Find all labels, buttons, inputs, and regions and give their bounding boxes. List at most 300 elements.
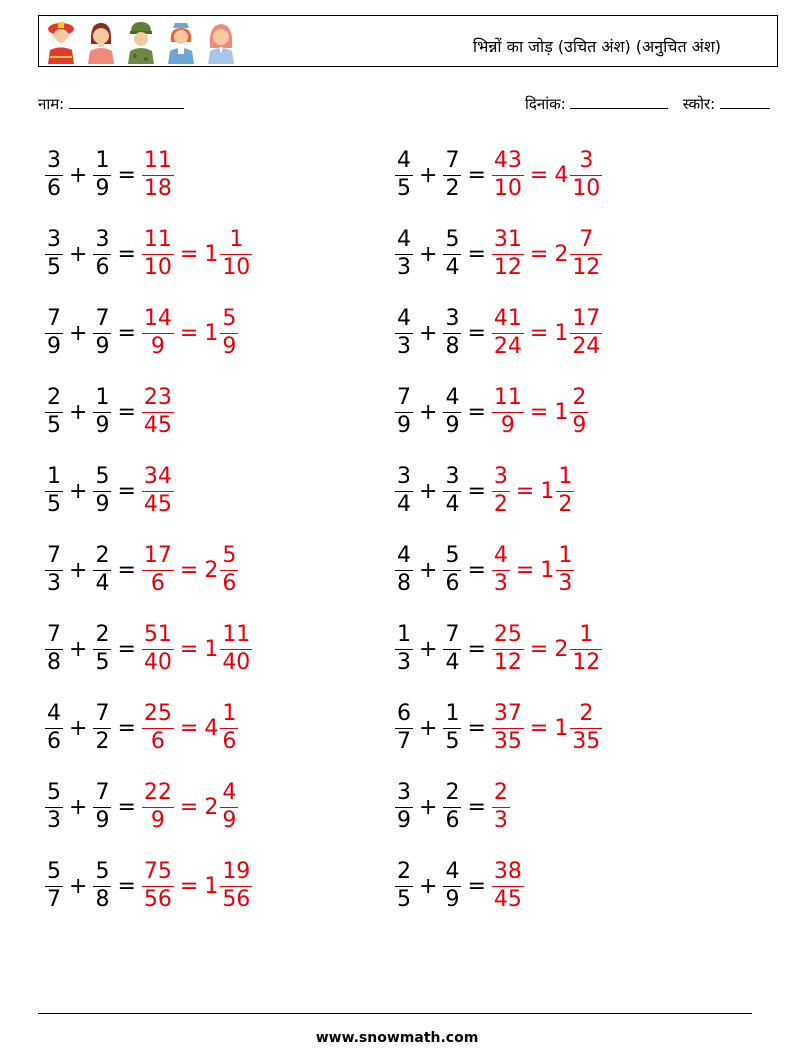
- equals-sign: =: [179, 715, 199, 741]
- plus-sign: +: [69, 794, 88, 820]
- addend-fraction: [395, 229, 413, 279]
- answer-fraction: [492, 861, 524, 911]
- plus-sign: +: [69, 636, 88, 662]
- problem-item: [395, 698, 602, 758]
- numerator: 11: [222, 622, 251, 647]
- addend-fraction: [93, 387, 111, 437]
- addend-fraction: [395, 387, 413, 437]
- answer-fraction: [492, 624, 524, 674]
- plus-sign: +: [419, 873, 438, 899]
- denominator: 12: [572, 650, 601, 675]
- name-field: [38, 94, 184, 114]
- denominator: 4: [445, 492, 460, 517]
- numerator: 5: [445, 543, 460, 568]
- denominator: 9: [572, 413, 587, 438]
- plus-sign: +: [69, 162, 88, 188]
- numerator: 75: [143, 859, 172, 884]
- mixed-fraction: [570, 387, 588, 437]
- addend-fraction: [45, 387, 63, 437]
- numerator: 1: [229, 227, 244, 252]
- answer: [492, 387, 588, 437]
- numerator: 2: [397, 859, 411, 884]
- denominator: 9: [95, 492, 110, 517]
- footer-url: www.snowmath.com: [315, 1030, 479, 1046]
- numerator: 3: [397, 464, 411, 489]
- addend-fraction: [93, 861, 111, 911]
- worksheet-title: भिन्नों का जोड़ (उचित अंश) (अनुचित अंश): [472, 37, 721, 56]
- denominator: 56: [222, 887, 251, 912]
- score-label: स्कोर:: [682, 95, 716, 113]
- addend-fraction: [45, 466, 63, 516]
- denominator: 3: [493, 571, 508, 596]
- denominator: 45: [493, 887, 522, 912]
- plus-sign: +: [69, 873, 88, 899]
- equals-sign: =: [529, 162, 549, 188]
- denominator: 7: [397, 729, 411, 754]
- numerator: 7: [445, 622, 460, 647]
- mixed-fraction: [220, 624, 252, 674]
- mixed-fraction: [220, 545, 238, 595]
- answer-fraction: [142, 466, 174, 516]
- equals-sign: =: [467, 241, 486, 267]
- office-worker-avatar-icon: [205, 20, 237, 64]
- numerator: 2: [493, 780, 508, 805]
- answer-fraction: [142, 387, 174, 437]
- denominator: 12: [493, 255, 522, 280]
- denominator: 9: [95, 334, 110, 359]
- answer: [142, 150, 174, 200]
- equals-sign: =: [529, 320, 549, 346]
- numerator: 4: [47, 701, 61, 726]
- mixed-fraction: [220, 703, 238, 753]
- answer: [142, 229, 252, 279]
- equals-sign: =: [467, 399, 486, 425]
- mixed-whole: 2: [204, 794, 219, 820]
- denominator: 3: [397, 255, 411, 280]
- numerator: 1: [445, 701, 460, 726]
- denominator: 9: [397, 413, 411, 438]
- numerator: 7: [579, 227, 594, 252]
- date-score-fields: [525, 94, 770, 114]
- numerator: 43: [493, 148, 522, 173]
- plus-sign: +: [419, 794, 438, 820]
- mixed-whole: 1: [540, 557, 555, 583]
- denominator: 8: [445, 334, 460, 359]
- answer: [142, 861, 252, 911]
- equals-sign: =: [179, 241, 199, 267]
- addend-fraction: [395, 466, 413, 516]
- mixed-fraction: [570, 150, 602, 200]
- plus-sign: +: [69, 320, 88, 346]
- equals-sign: =: [117, 399, 136, 425]
- addend-fraction: [443, 703, 461, 753]
- denominator: 6: [445, 808, 460, 833]
- numerator: 7: [397, 385, 411, 410]
- answer-fraction: [492, 782, 510, 832]
- equals-sign: =: [117, 241, 136, 267]
- plus-sign: +: [419, 162, 438, 188]
- equals-sign: =: [179, 320, 199, 346]
- numerator: 6: [397, 701, 411, 726]
- numerator: 22: [143, 780, 172, 805]
- denominator: 2: [445, 176, 460, 201]
- denominator: 3: [47, 808, 61, 833]
- problem-item: [45, 856, 252, 916]
- mixed-whole: 4: [204, 715, 219, 741]
- mixed-fraction: [220, 229, 252, 279]
- numerator: 7: [47, 543, 61, 568]
- denominator: 4: [397, 492, 411, 517]
- answer: [492, 466, 574, 516]
- numerator: 25: [143, 701, 172, 726]
- answer-fraction: [142, 703, 174, 753]
- addend-fraction: [443, 545, 461, 595]
- numerator: 51: [143, 622, 172, 647]
- denominator: 4: [95, 571, 110, 596]
- mixed-whole: 4: [554, 162, 569, 188]
- denominator: 9: [95, 808, 110, 833]
- mixed-whole: 1: [204, 636, 219, 662]
- denominator: 5: [47, 413, 61, 438]
- denominator: 8: [47, 650, 61, 675]
- numerator: 4: [445, 859, 460, 884]
- equals-sign: =: [117, 478, 136, 504]
- numerator: 25: [493, 622, 522, 647]
- answer: [492, 308, 602, 358]
- mixed-whole: 2: [554, 636, 569, 662]
- numerator: 4: [397, 227, 411, 252]
- numerator: 5: [445, 227, 460, 252]
- plus-sign: +: [69, 715, 88, 741]
- denominator: 24: [493, 334, 522, 359]
- problem-item: [395, 619, 602, 679]
- equals-sign: =: [529, 636, 549, 662]
- addend-fraction: [93, 150, 111, 200]
- addend-fraction: [443, 150, 461, 200]
- denominator: 2: [493, 492, 508, 517]
- equals-sign: =: [515, 478, 535, 504]
- denominator: 9: [445, 413, 460, 438]
- numerator: 1: [579, 622, 594, 647]
- mixed-fraction: [220, 782, 238, 832]
- denominator: 6: [222, 571, 237, 596]
- addend-fraction: [45, 150, 63, 200]
- mixed-whole: 1: [540, 478, 555, 504]
- nurse-avatar-icon: [165, 20, 197, 64]
- plus-sign: +: [69, 478, 88, 504]
- denominator: 6: [47, 176, 61, 201]
- denominator: 6: [445, 571, 460, 596]
- denominator: 5: [95, 650, 110, 675]
- plus-sign: +: [69, 399, 88, 425]
- addend-fraction: [443, 229, 461, 279]
- answer-fraction: [492, 466, 510, 516]
- answer: [142, 703, 238, 753]
- denominator: 2: [95, 729, 110, 754]
- numerator: 3: [95, 227, 110, 252]
- problem-item: [45, 698, 238, 758]
- name-line: [69, 94, 184, 109]
- answer-fraction: [142, 150, 174, 200]
- equals-sign: =: [467, 320, 486, 346]
- numerator: 5: [95, 464, 110, 489]
- numerator: 38: [493, 859, 522, 884]
- mixed-fraction: [220, 308, 238, 358]
- addend-fraction: [45, 624, 63, 674]
- denominator: 12: [572, 255, 601, 280]
- mixed-whole: 1: [554, 320, 569, 346]
- denominator: 40: [222, 650, 251, 675]
- numerator: 1: [222, 701, 237, 726]
- equals-sign: =: [117, 715, 136, 741]
- addend-fraction: [45, 545, 63, 595]
- problem-item: [45, 540, 238, 600]
- denominator: 9: [150, 334, 165, 359]
- numerator: 1: [558, 543, 573, 568]
- answer: [492, 545, 574, 595]
- numerator: 3: [445, 464, 460, 489]
- problem-item: [395, 382, 588, 442]
- score-line: [720, 94, 770, 109]
- answer-fraction: [142, 861, 174, 911]
- numerator: 2: [95, 622, 110, 647]
- denominator: 4: [445, 255, 460, 280]
- denominator: 35: [572, 729, 601, 754]
- addend-fraction: [93, 703, 111, 753]
- denominator: 3: [558, 571, 573, 596]
- equals-sign: =: [117, 320, 136, 346]
- addend-fraction: [45, 782, 63, 832]
- answer: [142, 545, 238, 595]
- equals-sign: =: [467, 715, 486, 741]
- denominator: 3: [397, 334, 411, 359]
- numerator: 11: [143, 148, 172, 173]
- denominator: 35: [493, 729, 522, 754]
- answer: [142, 624, 252, 674]
- plus-sign: +: [69, 241, 88, 267]
- mixed-fraction: [556, 466, 574, 516]
- numerator: 3: [493, 464, 508, 489]
- numerator: 7: [95, 701, 110, 726]
- problem-item: [395, 777, 510, 837]
- date-label: दिनांक:: [525, 95, 566, 113]
- denominator: 12: [493, 650, 522, 675]
- numerator: 4: [397, 306, 411, 331]
- numerator: 5: [47, 780, 61, 805]
- answer: [142, 782, 238, 832]
- denominator: 10: [493, 176, 522, 201]
- addend-fraction: [395, 782, 413, 832]
- denominator: 9: [95, 176, 110, 201]
- equals-sign: =: [529, 715, 549, 741]
- mixed-fraction: [570, 229, 602, 279]
- mixed-whole: 1: [554, 715, 569, 741]
- numerator: 1: [95, 385, 110, 410]
- numerator: 1: [558, 464, 573, 489]
- answer-fraction: [142, 782, 174, 832]
- numerator: 7: [445, 148, 460, 173]
- denominator: 18: [143, 176, 172, 201]
- addend-fraction: [45, 308, 63, 358]
- answer: [492, 229, 602, 279]
- avatar-row: [45, 20, 237, 64]
- mixed-whole: 1: [204, 873, 219, 899]
- equals-sign: =: [179, 636, 199, 662]
- equals-sign: =: [467, 794, 486, 820]
- denominator: 6: [47, 729, 61, 754]
- numerator: 7: [47, 306, 61, 331]
- problem-item: [45, 382, 174, 442]
- addend-fraction: [395, 861, 413, 911]
- numerator: 14: [143, 306, 172, 331]
- mixed-whole: 2: [554, 241, 569, 267]
- name-label: नाम:: [38, 95, 65, 113]
- equals-sign: =: [117, 794, 136, 820]
- mixed-whole: 1: [204, 320, 219, 346]
- footer-divider: [38, 1013, 752, 1014]
- numerator: 11: [493, 385, 522, 410]
- equals-sign: =: [467, 636, 486, 662]
- numerator: 3: [445, 306, 460, 331]
- addend-fraction: [45, 861, 63, 911]
- denominator: 3: [493, 808, 508, 833]
- numerator: 5: [95, 859, 110, 884]
- denominator: 24: [572, 334, 601, 359]
- answer-fraction: [142, 624, 174, 674]
- problem-item: [395, 224, 602, 284]
- numerator: 31: [493, 227, 522, 252]
- plus-sign: +: [419, 636, 438, 662]
- numerator: 2: [95, 543, 110, 568]
- denominator: 9: [500, 413, 515, 438]
- numerator: 5: [222, 543, 237, 568]
- denominator: 10: [572, 176, 601, 201]
- denominator: 6: [150, 729, 165, 754]
- addend-fraction: [395, 624, 413, 674]
- answer-fraction: [492, 229, 524, 279]
- denominator: 3: [47, 571, 61, 596]
- equals-sign: =: [117, 557, 136, 583]
- mixed-fraction: [570, 703, 602, 753]
- numerator: 41: [493, 306, 522, 331]
- problem-item: [45, 461, 174, 521]
- equals-sign: =: [117, 636, 136, 662]
- denominator: 9: [222, 334, 237, 359]
- denominator: 56: [143, 887, 172, 912]
- equals-sign: =: [179, 794, 199, 820]
- plus-sign: +: [419, 715, 438, 741]
- numerator: 2: [47, 385, 61, 410]
- addend-fraction: [443, 861, 461, 911]
- denominator: 6: [95, 255, 110, 280]
- denominator: 10: [222, 255, 251, 280]
- numerator: 3: [47, 148, 61, 173]
- answer-fraction: [492, 545, 510, 595]
- answer-fraction: [142, 229, 174, 279]
- denominator: 6: [222, 729, 237, 754]
- addend-fraction: [93, 308, 111, 358]
- numerator: 11: [143, 227, 172, 252]
- addend-fraction: [395, 545, 413, 595]
- denominator: 2: [558, 492, 573, 517]
- denominator: 8: [95, 887, 110, 912]
- denominator: 9: [445, 887, 460, 912]
- denominator: 9: [95, 413, 110, 438]
- numerator: 17: [572, 306, 601, 331]
- equals-sign: =: [117, 162, 136, 188]
- numerator: 3: [579, 148, 594, 173]
- addend-fraction: [93, 624, 111, 674]
- answer: [492, 861, 524, 911]
- numerator: 34: [143, 464, 172, 489]
- addend-fraction: [395, 703, 413, 753]
- numerator: 2: [579, 701, 594, 726]
- woman-avatar-icon: [85, 20, 117, 64]
- problem-item: [395, 145, 602, 205]
- plus-sign: +: [419, 399, 438, 425]
- addend-fraction: [443, 387, 461, 437]
- numerator: 5: [47, 859, 61, 884]
- firefighter-avatar-icon: [45, 20, 77, 64]
- denominator: 5: [445, 729, 460, 754]
- mixed-fraction: [570, 308, 602, 358]
- mixed-whole: 1: [554, 399, 569, 425]
- numerator: 4: [493, 543, 508, 568]
- soldier-avatar-icon: [125, 20, 157, 64]
- plus-sign: +: [419, 320, 438, 346]
- numerator: 1: [95, 148, 110, 173]
- numerator: 1: [397, 622, 411, 647]
- problem-item: [395, 856, 524, 916]
- numerator: 2: [445, 780, 460, 805]
- problem-item: [45, 224, 252, 284]
- equals-sign: =: [467, 873, 486, 899]
- denominator: 5: [47, 492, 61, 517]
- answer: [142, 308, 238, 358]
- addend-fraction: [45, 703, 63, 753]
- header-box: [38, 15, 778, 67]
- numerator: 17: [143, 543, 172, 568]
- answer-fraction: [142, 308, 174, 358]
- denominator: 5: [397, 176, 411, 201]
- addend-fraction: [93, 545, 111, 595]
- answer-fraction: [492, 703, 524, 753]
- numerator: 1: [47, 464, 61, 489]
- problem-item: [45, 777, 238, 837]
- numerator: 7: [95, 306, 110, 331]
- addend-fraction: [395, 308, 413, 358]
- addend-fraction: [93, 229, 111, 279]
- answer: [492, 703, 602, 753]
- equals-sign: =: [117, 873, 136, 899]
- numerator: 7: [95, 780, 110, 805]
- denominator: 4: [445, 650, 460, 675]
- answer-fraction: [492, 150, 524, 200]
- plus-sign: +: [419, 478, 438, 504]
- addend-fraction: [395, 150, 413, 200]
- answer: [142, 387, 174, 437]
- problem-item: [395, 303, 602, 363]
- answer: [492, 624, 602, 674]
- problem-item: [45, 619, 252, 679]
- answer-fraction: [492, 308, 524, 358]
- equals-sign: =: [467, 162, 486, 188]
- denominator: 9: [397, 808, 411, 833]
- equals-sign: =: [467, 478, 486, 504]
- plus-sign: +: [419, 241, 438, 267]
- numerator: 3: [397, 780, 411, 805]
- answer: [142, 466, 174, 516]
